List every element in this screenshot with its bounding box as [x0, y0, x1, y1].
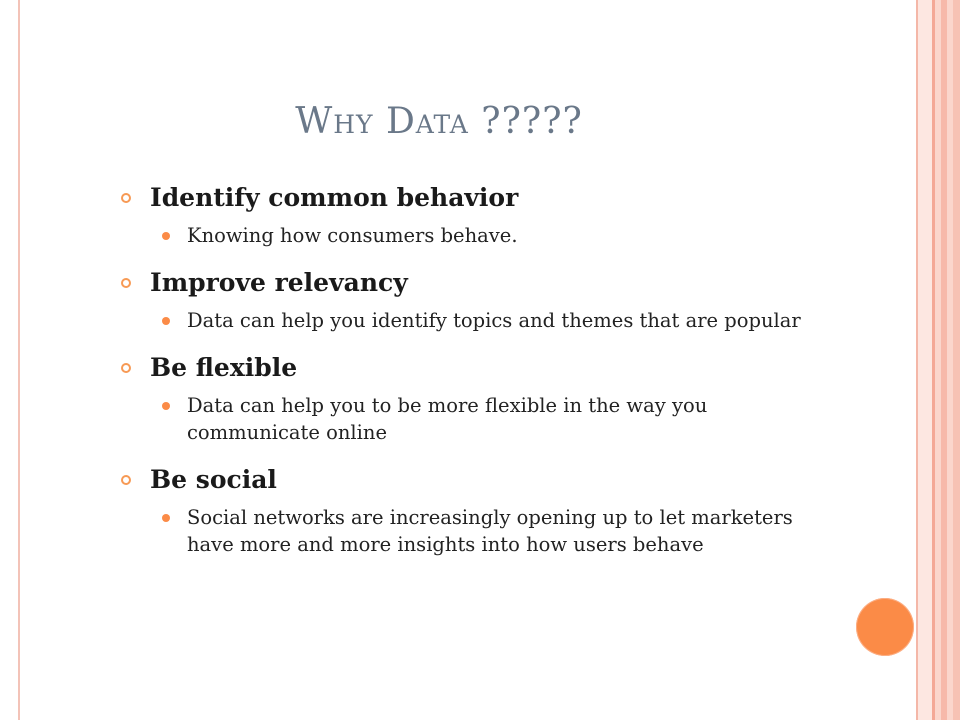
right-decorative-stripes [916, 0, 960, 720]
stripe [953, 0, 960, 720]
dot-bullet-icon [162, 402, 170, 410]
sub-bullet-text: Data can help you identify topics and themes that are popular [187, 309, 801, 332]
bullet-heading [116, 178, 836, 218]
bullet-item [116, 460, 836, 558]
sub-bullet [116, 504, 836, 558]
bullet-heading-text: Improve relevancy [150, 268, 408, 297]
bullet-heading [116, 348, 836, 388]
bullet-heading-text: Identify common behavior [150, 183, 519, 212]
bullet-heading-text: Be social [150, 465, 277, 494]
dot-bullet-icon [162, 514, 170, 522]
ring-bullet-icon [121, 278, 131, 288]
bullet-item [116, 348, 836, 446]
bullet-heading [116, 460, 836, 500]
stripe [918, 0, 932, 720]
sub-bullet [116, 307, 836, 334]
ring-bullet-icon [121, 363, 131, 373]
dot-bullet-icon [162, 317, 170, 325]
slide-title: Why Data ????? [295, 101, 583, 142]
bullet-item [116, 178, 836, 249]
dot-bullet-icon [162, 232, 170, 240]
bullet-heading [116, 263, 836, 303]
sub-bullet-text: Social networks are increasingly opening up to let marketers have more and more insights into how users behave [187, 506, 793, 556]
sub-bullet [116, 392, 836, 446]
bullet-item [116, 263, 836, 334]
sub-bullet-text: Knowing how consumers behave. [187, 224, 518, 247]
orange-circle-icon [856, 598, 914, 656]
sub-bullet [116, 222, 836, 249]
ring-bullet-icon [121, 193, 131, 203]
bullet-list [116, 178, 836, 558]
bullet-heading-text: Be flexible [150, 353, 298, 382]
ring-bullet-icon [121, 475, 131, 485]
sub-bullet-text: Data can help you to be more flexible in the way you communicate online [187, 394, 708, 444]
